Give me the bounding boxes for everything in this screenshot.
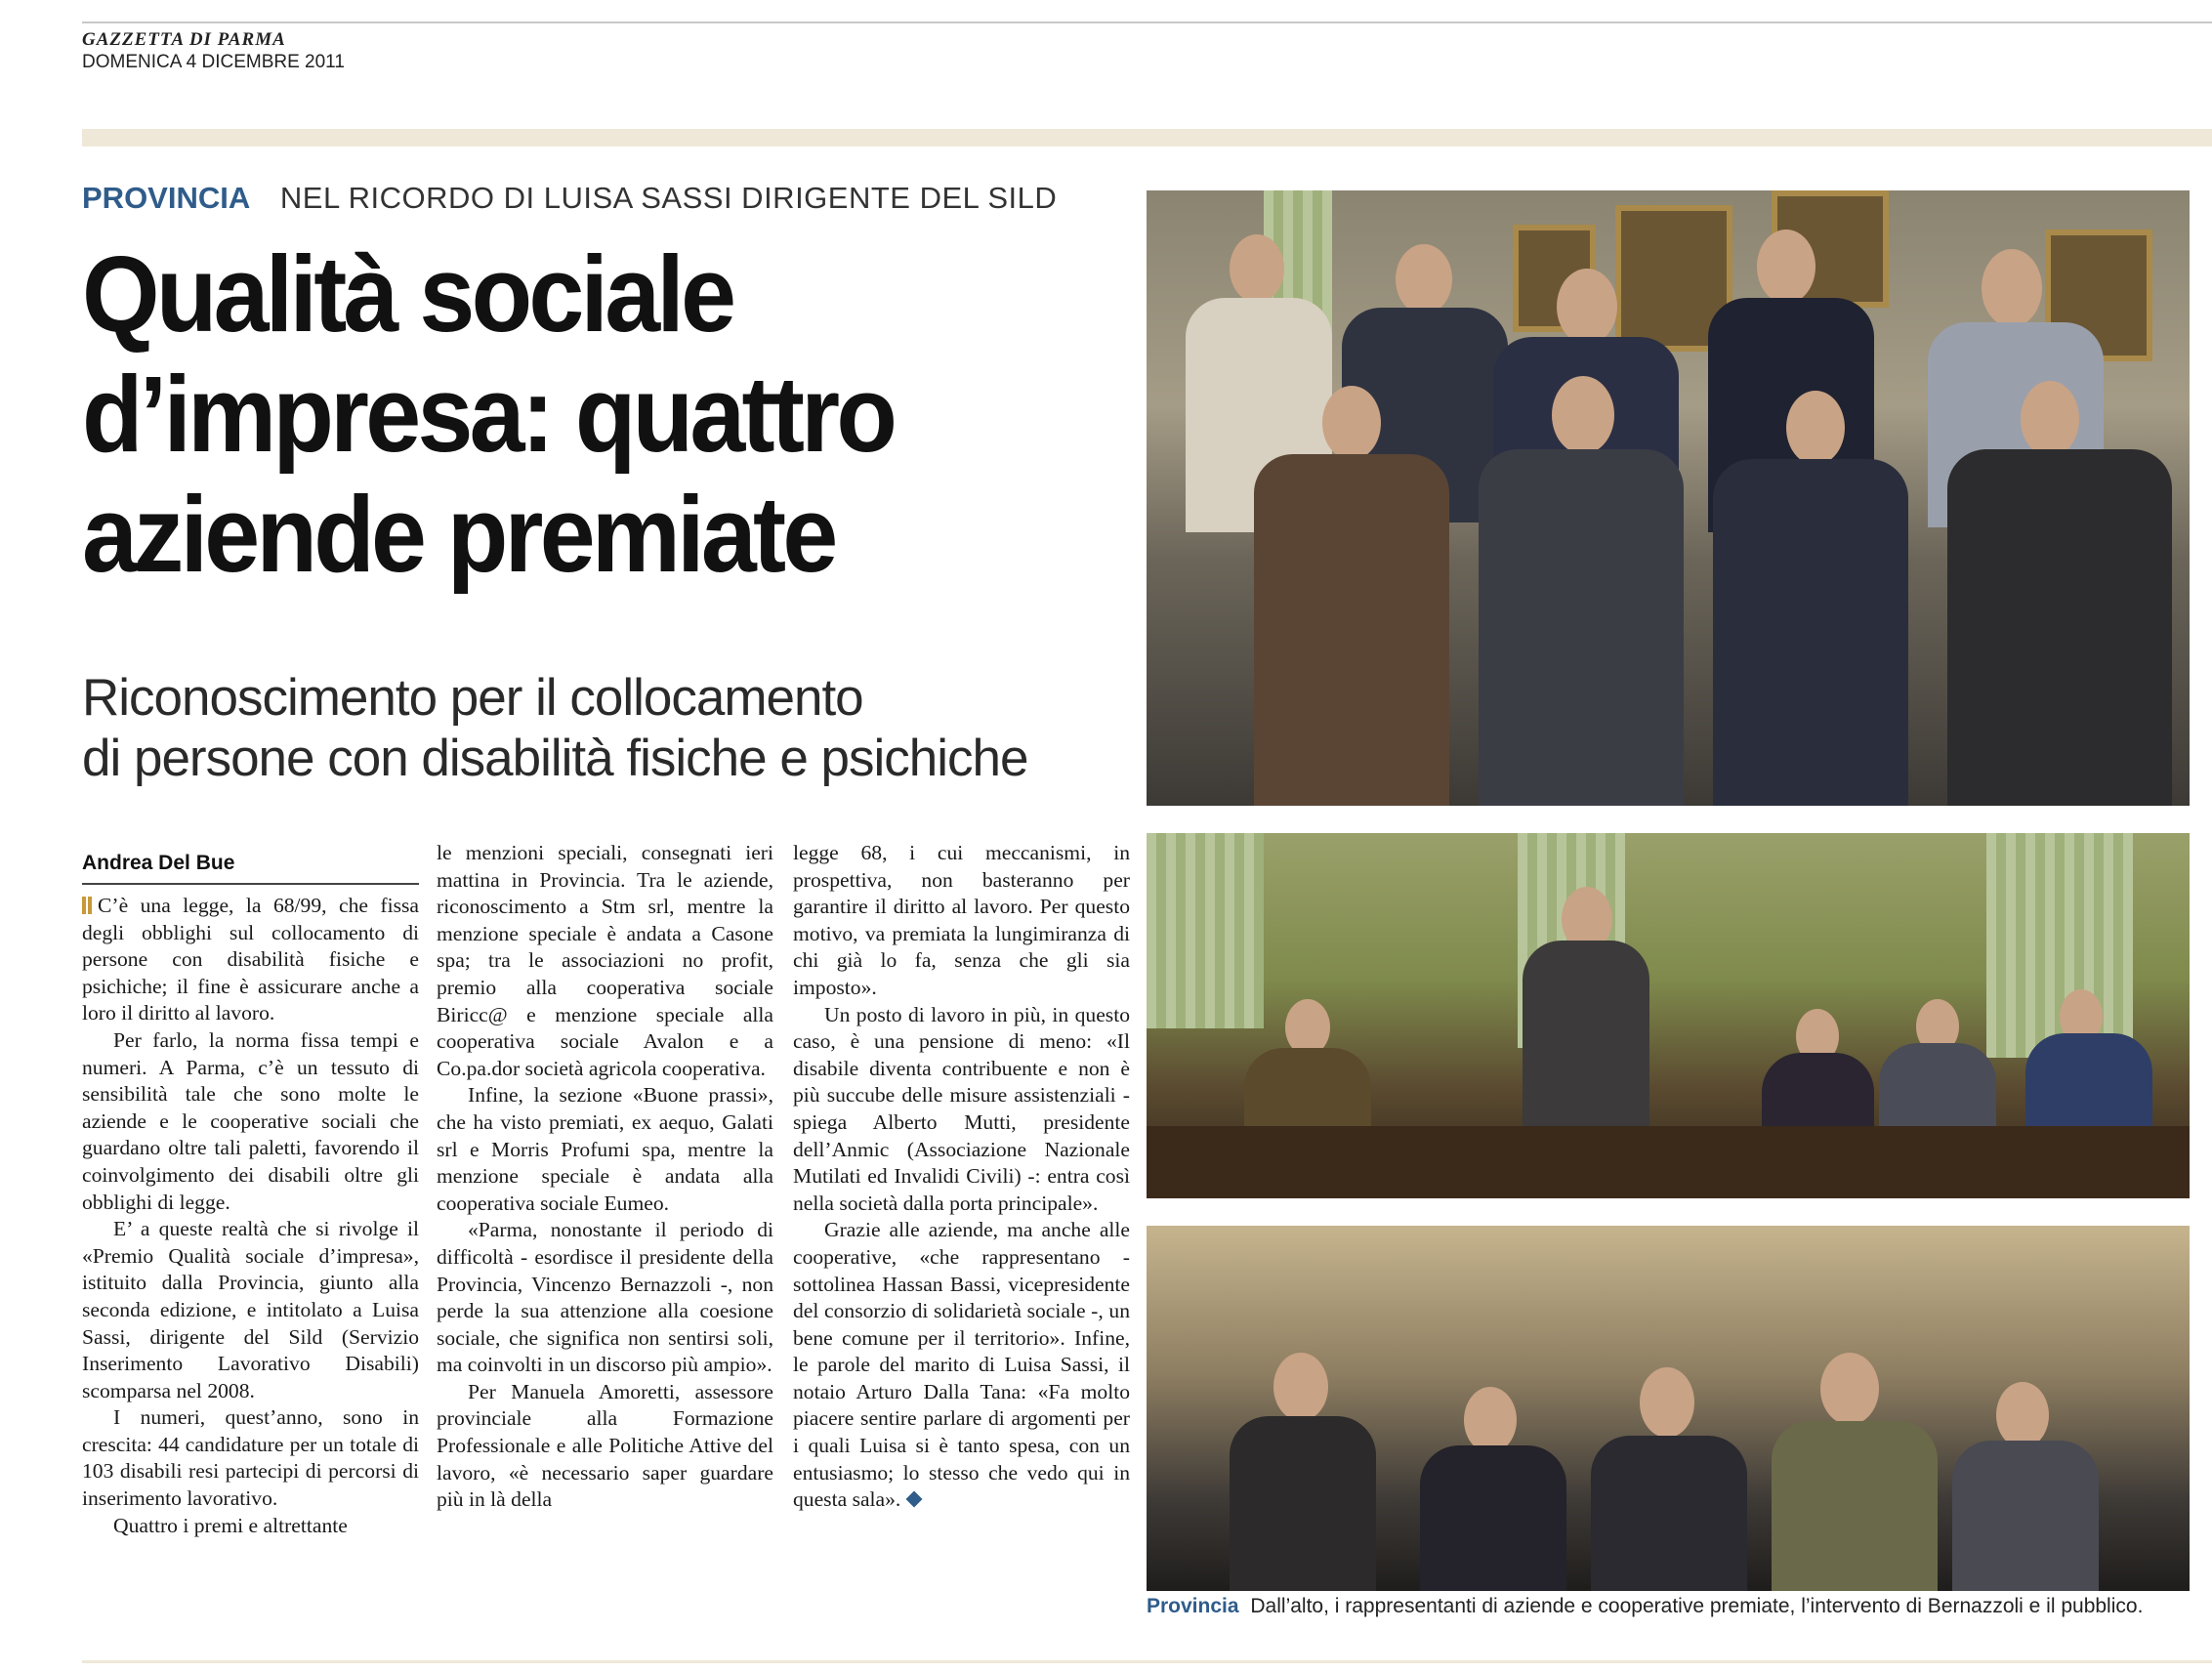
kicker-topic: NEL RICORDO DI LUISA SASSI DIRIGENTE DEL SILD: [279, 181, 1058, 215]
section-label: PROVINCIA: [82, 181, 251, 215]
paragraph: Quattro i premi e altrettante: [113, 1513, 348, 1537]
caption-text: Dall’alto, i rappresentanti di aziende e cooperative premiate, l’intervento di Bernazzoli e il pubblico.: [1250, 1595, 2144, 1617]
end-of-article-mark: [906, 1491, 923, 1508]
group-photo: [1147, 190, 2190, 806]
bottom-rule: [82, 1660, 2212, 1663]
byline-rule: [82, 883, 419, 885]
masthead: [82, 29, 345, 73]
author-byline: Andrea Del Bue: [82, 852, 235, 874]
paragraph: Grazie alle aziende, ma anche alle cooperative, «che rappresentano - sottolinea Hassan Bassi, vicepresidente del consorzio di solidarietà sociale -, un bene comune per il territorio». Infine, le parole del marito di Luisa Sassi, il notaio Arturo Dalla Tana: «Fa molto piacere sentire parlare di argomenti per i quali Luisa si è tanto spesa, con un entusiasmo; lo stesso che vedo qui in questa sala».: [793, 1218, 1130, 1512]
paragraph: «Parma, nonostante il periodo di difficoltà - esordisce il presidente della Provincia, Vincenzo Bernazzoli -, non perde la sua attenzione alla coesione sociale, che significa non sentirsi soli, ma coinvolti in un discorso più ampio».: [437, 1218, 773, 1377]
text-column-2: [437, 840, 773, 1514]
header-band: [82, 129, 2212, 146]
subhead-line: Riconoscimento per il collocamento: [82, 669, 863, 727]
text-column-1: [82, 893, 419, 1539]
headline-line: d’impresa: quattro: [82, 355, 895, 475]
subheadline: [82, 668, 1137, 789]
headline: [82, 234, 1063, 595]
paragraph: Infine, la sezione «Buone prassi», che ha visto premiati, ex aequo, Galati srl e Morris Profumi spa, mentre la menzione speciale è andata alla cooperativa sociale Eumeo.: [437, 1083, 773, 1215]
audience-photo: [1147, 1226, 2190, 1591]
paragraph: Un posto di lavoro in più, in questo caso, è una pensione di meno: «Il disabile diventa contribuente e non è più succube delle misure assistenziali - spiega Alberto Mutti, presidente dell’Anmic (Associazione Nazionale Mutilati ed Invalidi Civili) -: entra così nella società dalla porta principale».: [793, 1002, 1130, 1215]
headline-line: Qualità sociale: [82, 234, 733, 355]
photo-caption: [1147, 1595, 2190, 1618]
paragraph: I numeri, quest’anno, sono in crescita: 44 candidature per un totale di 103 disabili resi partecipi di percorsi di inserimento lavorativo.: [82, 1405, 419, 1511]
top-rule: [82, 21, 2212, 23]
paragraph: legge 68, i cui meccanismi, in prospettiva, non basteranno per garantire il diritto al lavoro. Per questo motivo, va premiata la lungimiranza di chi già lo fa, senza che gli sia imposto».: [793, 841, 1130, 999]
paragraph: E’ a queste realtà che si rivolge il «Premio Qualità sociale d’impresa», istituito dalla Provincia, giunto alla seconda edizione, e intitolato a Luisa Sassi, dirigente del Sild (Servizio Inserimento Lavorativo Disabili) scomparsa nel 2008.: [82, 1217, 419, 1402]
subhead-line: di persone con disabilità fisiche e psichiche: [82, 730, 1028, 787]
paragraph: Per Manuela Amoretti, assessore provinciale alla Formazione Professionale e alle Politiche Attive del lavoro, «è necessario saper guardare più in là della: [437, 1379, 773, 1512]
text-column-3: [793, 840, 1130, 1514]
issue-date: DOMENICA 4 DICEMBRE 2011: [82, 52, 345, 72]
speech-photo: [1147, 833, 2190, 1198]
paragraph-start-mark: [82, 897, 92, 914]
kicker: [82, 181, 1057, 216]
paragraph: le menzioni speciali, consegnati ieri mattina in Provincia. Tra le aziende, riconoscimento a Stm srl, mentre la menzione speciale è andata a Casone spa; tra le associazioni no profit, premio alla cooperativa sociale Biricc@ e menzione speciale alla cooperativa sociale Avalon e a Co.pa.dor società agricola cooperativa.: [437, 841, 773, 1080]
headline-line: aziende premiate: [82, 475, 835, 595]
caption-label: Provincia: [1147, 1595, 1239, 1617]
paragraph: C’è una legge, la 68/99, che fissa degli obblighi sul collocamento di persone con disabilità fisiche e psichiche; il fine è assicurare anche a loro il diritto al lavoro.: [82, 894, 419, 1025]
paper-name: GAZZETTA DI PARMA: [82, 29, 286, 50]
paragraph: Per farlo, la norma fissa tempi e numeri. A Parma, c’è un tessuto di sensibilità tale che sono molte le aziende e le cooperative sociali che guardano oltre tali paletti, favorendo il coinvolgimento dei disabili oltre gli obblighi di legge.: [82, 1027, 419, 1214]
